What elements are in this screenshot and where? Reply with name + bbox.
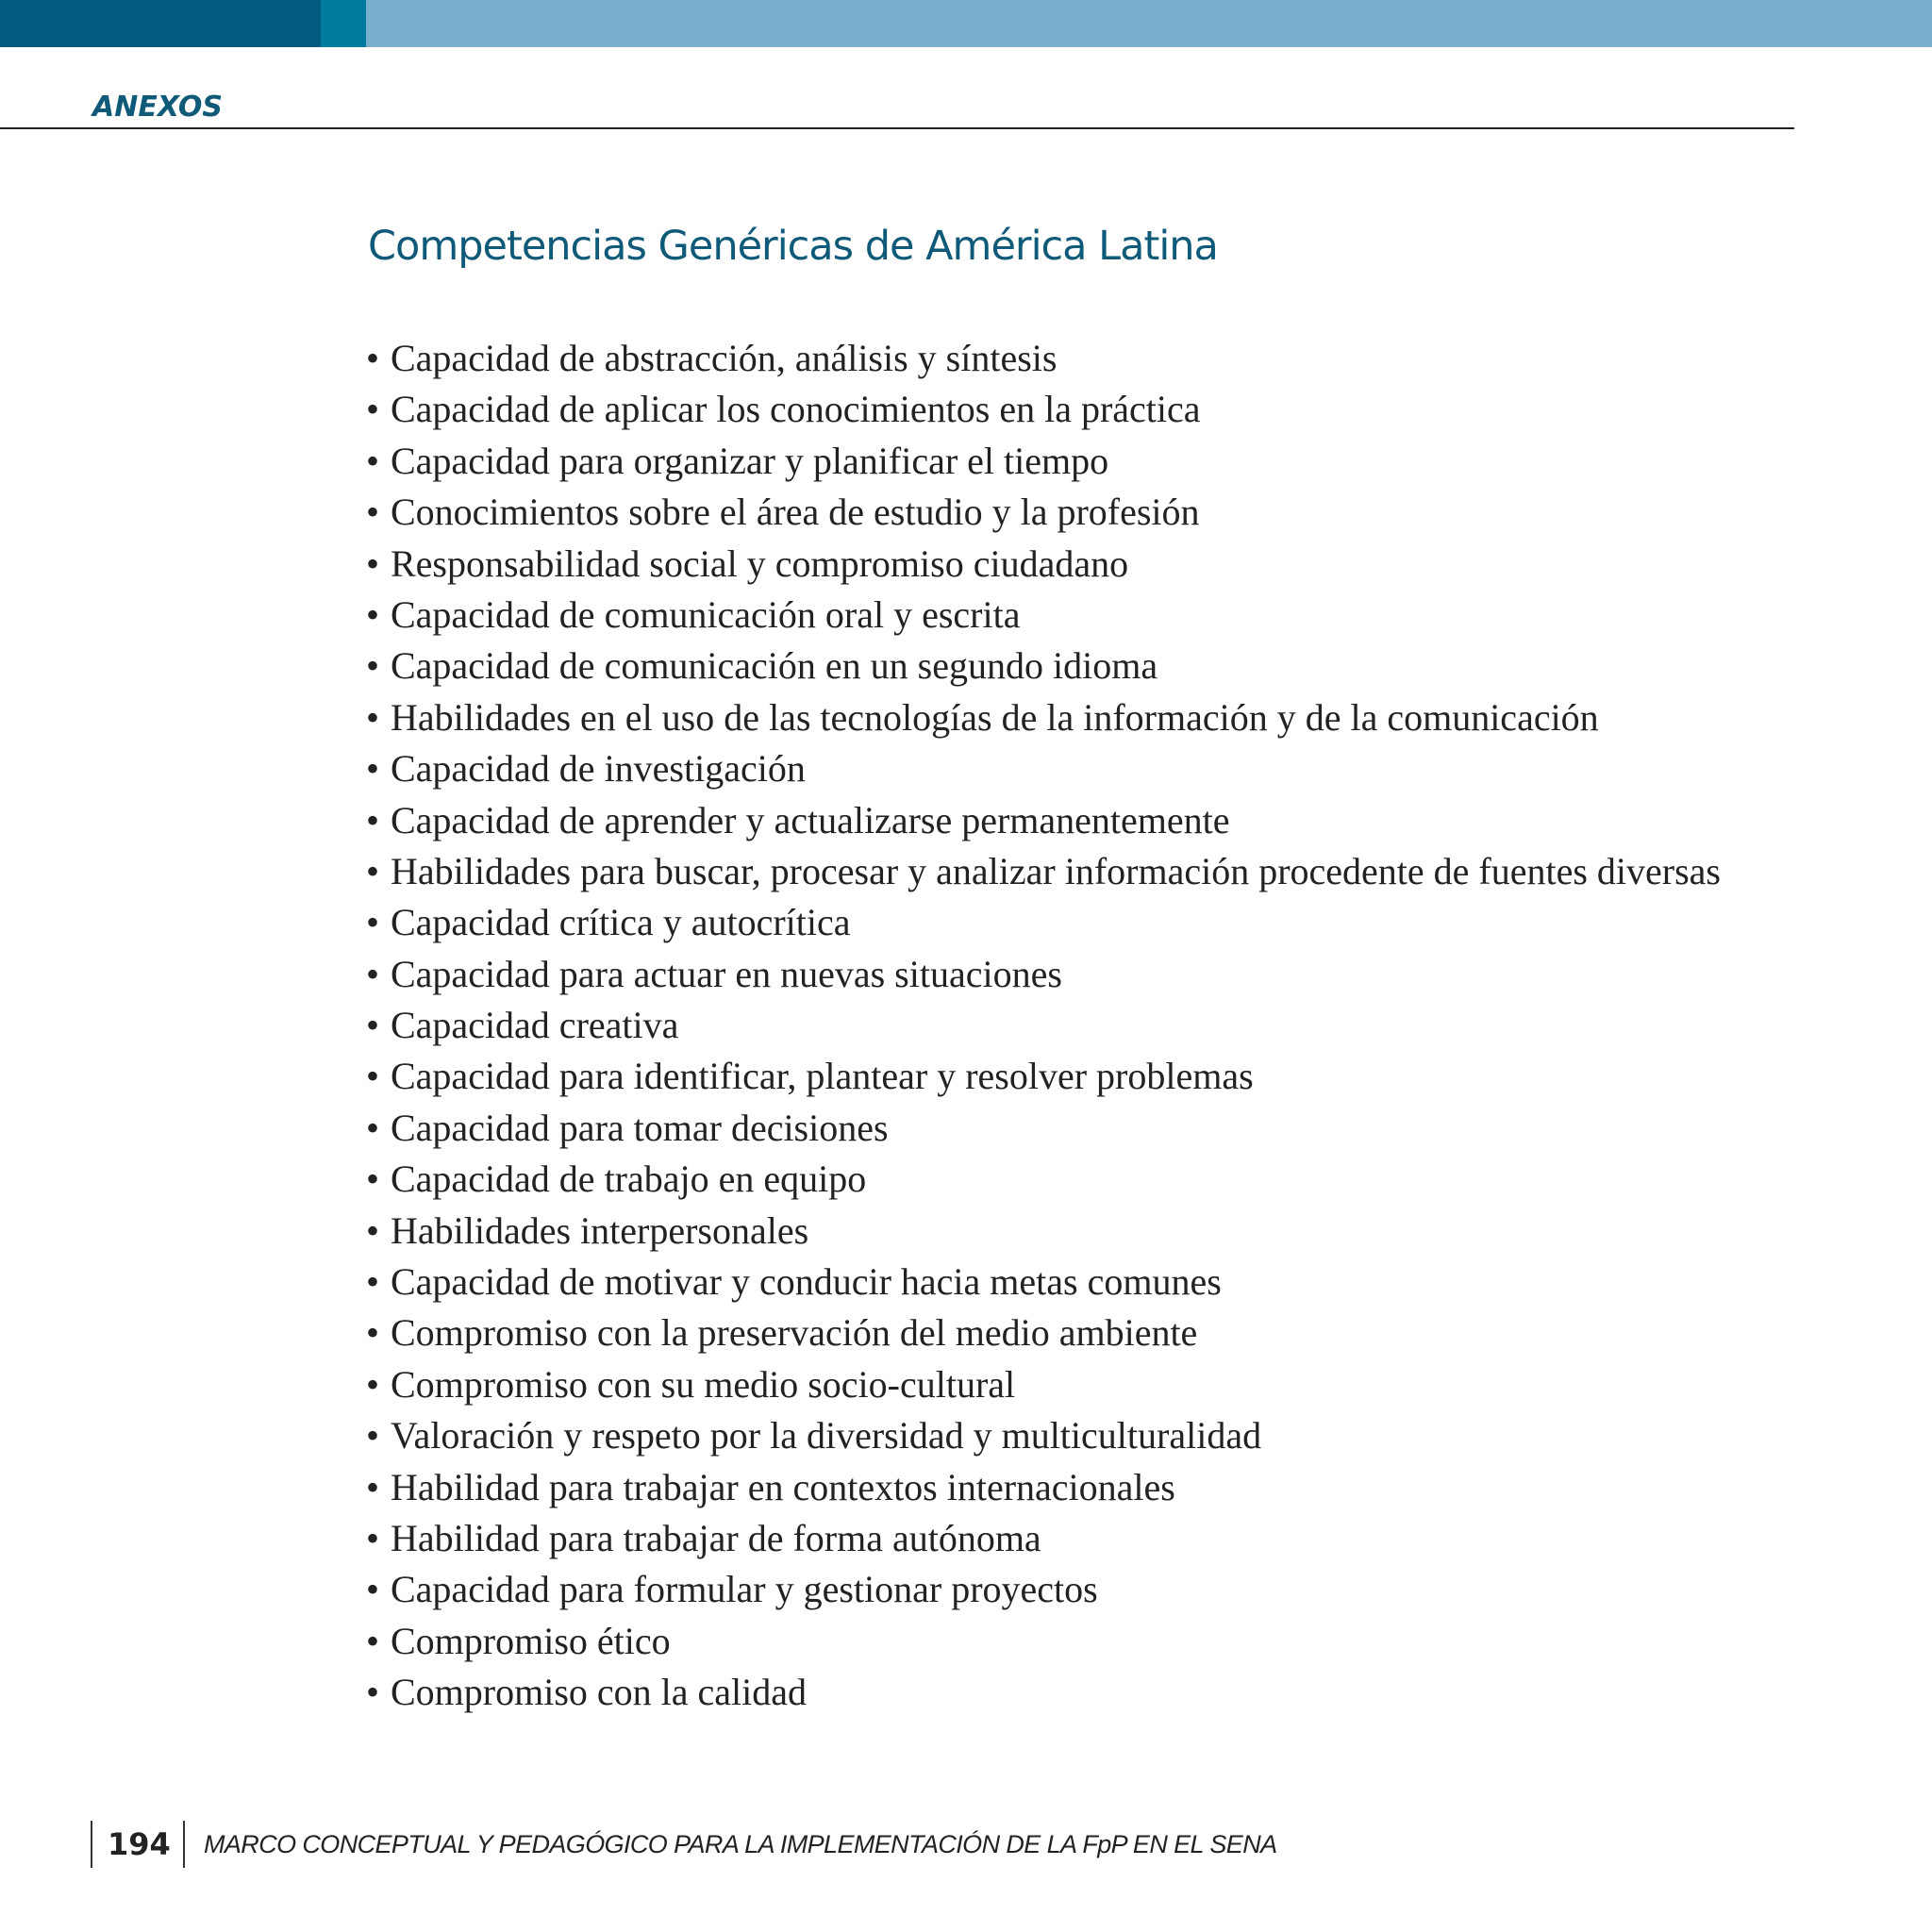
list-item bbox=[366, 1462, 1721, 1513]
list-item bbox=[366, 1154, 1721, 1205]
list-item-text: Habilidades interpersonales bbox=[391, 1208, 809, 1252]
list-item bbox=[366, 1667, 1721, 1718]
bullet-icon: • bbox=[366, 1362, 380, 1406]
bullet-icon: • bbox=[366, 1516, 380, 1559]
bullet-icon: • bbox=[366, 1260, 380, 1304]
page-number: 194 bbox=[108, 1826, 171, 1862]
bullet-icon: • bbox=[366, 747, 380, 791]
list-item bbox=[366, 539, 1721, 590]
bullet-icon: • bbox=[366, 798, 380, 841]
list-item-text: Compromiso con la preservación del medio ambiente bbox=[391, 1311, 1198, 1355]
page-title: Competencias Genéricas de América Latina bbox=[368, 223, 1218, 270]
bullet-icon: • bbox=[366, 1311, 380, 1355]
bullet-icon: • bbox=[366, 1055, 380, 1098]
footer-divider-left bbox=[91, 1821, 92, 1868]
top-band-dark-segment bbox=[0, 0, 321, 47]
list-item bbox=[366, 1257, 1721, 1307]
list-item-text: Habilidad para trabajar en contextos internacionales bbox=[391, 1465, 1175, 1508]
list-item-text: Capacidad de investigación bbox=[391, 747, 806, 791]
bullet-icon: • bbox=[366, 1671, 380, 1714]
list-item-text: Compromiso ético bbox=[391, 1619, 671, 1662]
list-item-text: Capacidad de aplicar los conocimientos en la práctica bbox=[391, 388, 1201, 431]
top-band-mid-segment bbox=[321, 0, 366, 47]
list-item bbox=[366, 1513, 1721, 1564]
list-item bbox=[366, 333, 1721, 384]
list-item bbox=[366, 1103, 1721, 1154]
list-item-text: Capacidad crítica y autocrítica bbox=[391, 901, 851, 944]
list-item-text: Capacidad para organizar y planificar el tiempo bbox=[391, 439, 1109, 482]
bullet-icon: • bbox=[366, 1004, 380, 1047]
bullet-icon: • bbox=[366, 1465, 380, 1508]
competency-list bbox=[366, 333, 1721, 1719]
list-item bbox=[366, 1206, 1721, 1257]
list-item-text: Capacidad de trabajo en equipo bbox=[391, 1158, 867, 1201]
bullet-icon: • bbox=[366, 491, 380, 534]
list-item-text: Capacidad de motivar y conducir hacia metas comunes bbox=[391, 1260, 1222, 1304]
list-item-text: Capacidad para tomar decisiones bbox=[391, 1106, 889, 1149]
list-item bbox=[366, 1564, 1721, 1615]
bullet-icon: • bbox=[366, 1619, 380, 1662]
list-item-text: Conocimientos sobre el área de estudio y la profesión bbox=[391, 491, 1200, 534]
list-item bbox=[366, 1410, 1721, 1461]
bullet-icon: • bbox=[366, 1106, 380, 1149]
bullet-icon: • bbox=[366, 849, 380, 892]
list-item bbox=[366, 436, 1721, 487]
list-item bbox=[366, 846, 1721, 897]
header-divider bbox=[0, 127, 1794, 129]
list-item-text: Capacidad para identificar, plantear y resolver problemas bbox=[391, 1055, 1254, 1098]
list-item-text: Habilidades en el uso de las tecnologías de la información y de la comunicación bbox=[391, 695, 1599, 739]
list-item bbox=[366, 590, 1721, 641]
bullet-icon: • bbox=[366, 695, 380, 739]
bullet-icon: • bbox=[366, 1414, 380, 1457]
list-item bbox=[366, 743, 1721, 794]
bullet-icon: • bbox=[366, 644, 380, 688]
bullet-icon: • bbox=[366, 592, 380, 636]
list-item bbox=[366, 692, 1721, 743]
bullet-icon: • bbox=[366, 541, 380, 585]
list-item bbox=[366, 1359, 1721, 1410]
list-item bbox=[366, 641, 1721, 691]
list-item bbox=[366, 795, 1721, 846]
list-item-text: Capacidad de abstracción, análisis y síntesis bbox=[391, 337, 1058, 379]
list-item bbox=[366, 1000, 1721, 1051]
bullet-icon: • bbox=[366, 337, 380, 379]
list-item bbox=[366, 1051, 1721, 1102]
list-item bbox=[366, 897, 1721, 948]
footer-book-title: MARCO CONCEPTUAL Y PEDAGÓGICO PARA LA IMPLEMENTACIÓN DE LA FpP EN EL SENA bbox=[204, 1830, 1277, 1858]
list-item-text: Compromiso con su medio socio-cultural bbox=[391, 1362, 1016, 1406]
list-item bbox=[366, 487, 1721, 538]
list-item bbox=[366, 384, 1721, 435]
top-color-band bbox=[0, 0, 1932, 47]
list-item-text: Compromiso con la calidad bbox=[391, 1671, 808, 1714]
bullet-icon: • bbox=[366, 1208, 380, 1252]
list-item-text: Valoración y respeto por la diversidad y multiculturalidad bbox=[391, 1414, 1262, 1457]
footer-divider-right bbox=[183, 1821, 185, 1868]
list-item-text: Capacidad de comunicación oral y escrita bbox=[391, 592, 1021, 636]
list-item bbox=[366, 949, 1721, 1000]
list-item-text: Responsabilidad social y compromiso ciudadano bbox=[391, 541, 1129, 585]
list-item-text: Capacidad de aprender y actualizarse permanentemente bbox=[391, 798, 1230, 841]
list-item-text: Habilidad para trabajar de forma autónoma bbox=[391, 1516, 1041, 1559]
list-item-text: Habilidades para buscar, procesar y analizar información procedente de fuentes diversas bbox=[391, 849, 1721, 892]
bullet-icon: • bbox=[366, 1568, 380, 1611]
bullet-icon: • bbox=[366, 1158, 380, 1201]
list-item-text: Capacidad para actuar en nuevas situaciones bbox=[391, 952, 1062, 995]
bullet-icon: • bbox=[366, 952, 380, 995]
list-item bbox=[366, 1307, 1721, 1358]
list-item-text: Capacidad para formular y gestionar proyectos bbox=[391, 1568, 1098, 1611]
list-item-text: Capacidad de comunicación en un segundo idioma bbox=[391, 644, 1158, 688]
bullet-icon: • bbox=[366, 388, 380, 431]
bullet-icon: • bbox=[366, 439, 380, 482]
bullet-icon: • bbox=[366, 901, 380, 944]
list-item bbox=[366, 1616, 1721, 1667]
list-item-text: Capacidad creativa bbox=[391, 1004, 679, 1047]
section-label: ANEXOS bbox=[92, 91, 223, 124]
